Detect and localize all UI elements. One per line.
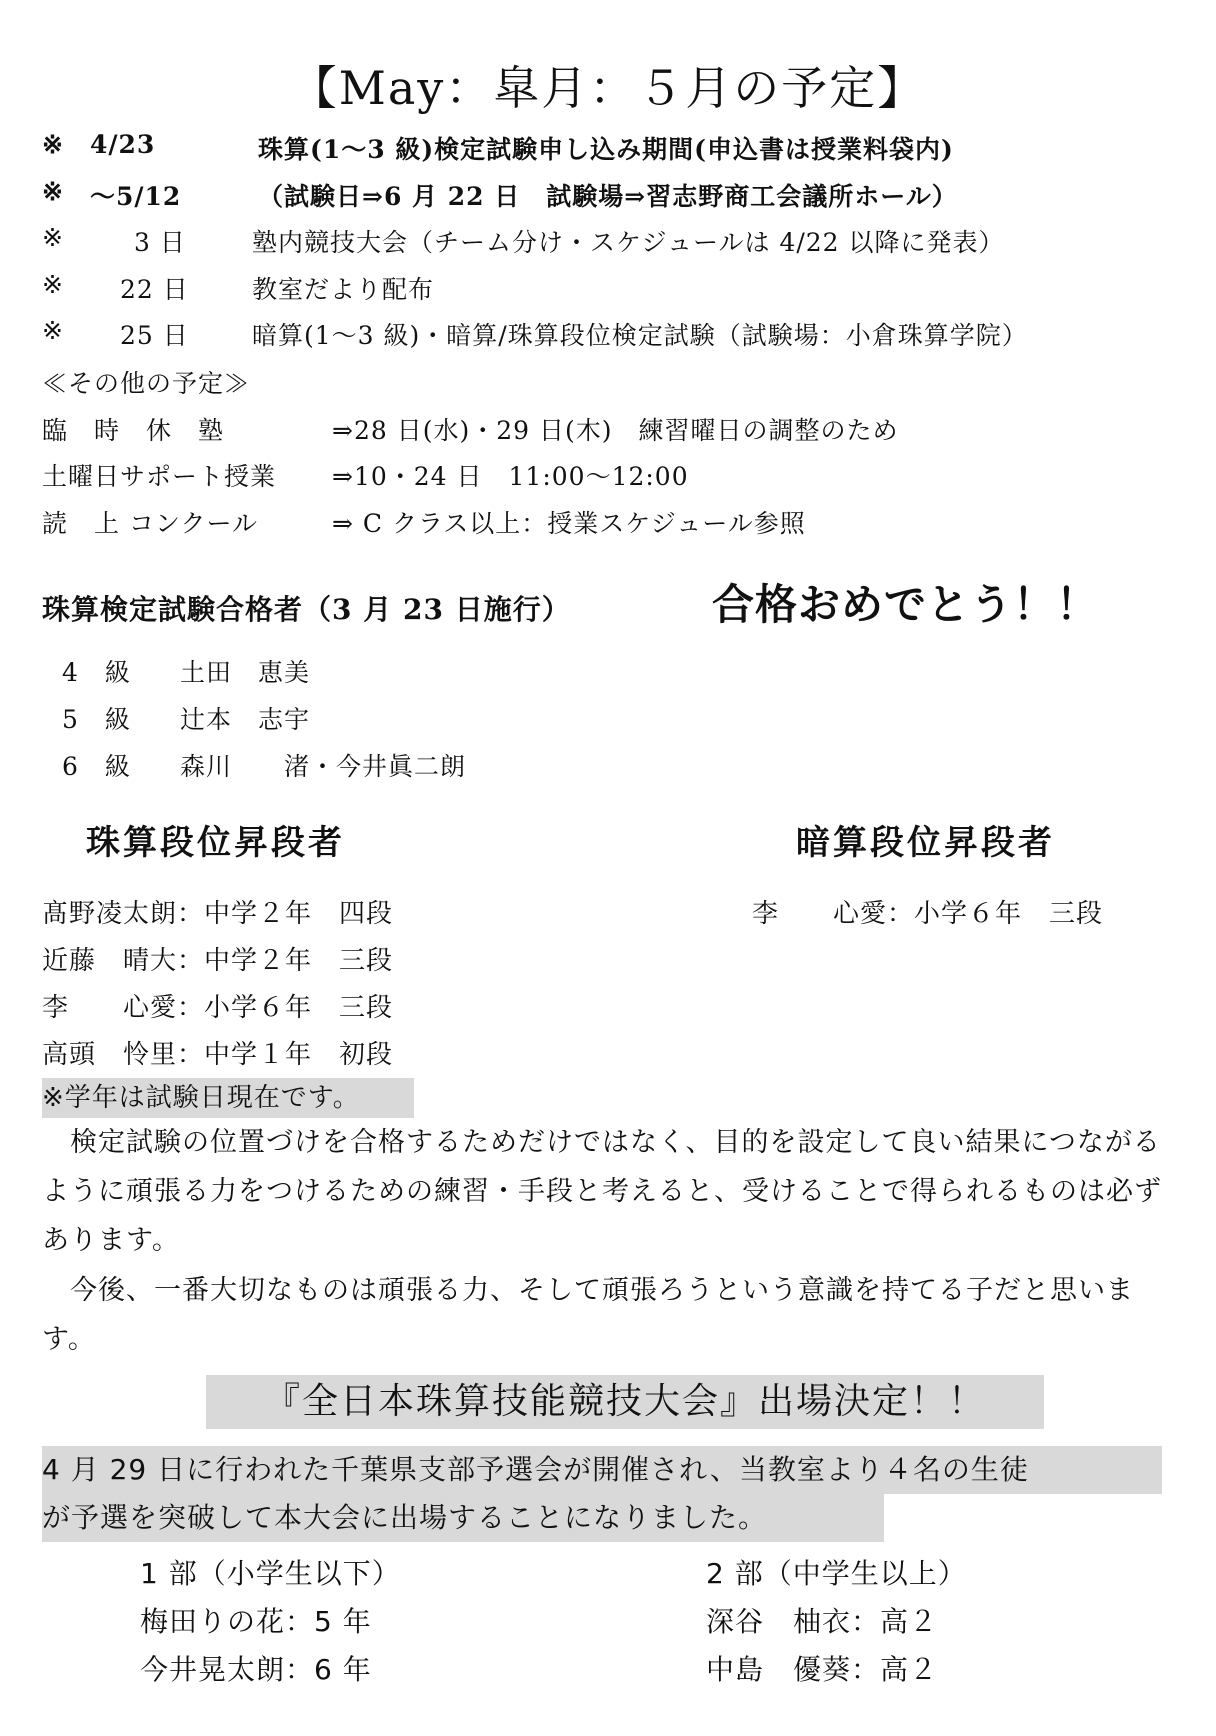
- exam-heading: 珠算検定試験合格者（3 月 23 日施行）: [42, 593, 571, 626]
- other-item-text: ⇒10・24 日 11:00～12:00: [332, 462, 689, 491]
- soroban-dan-heading: 珠算段位昇段者: [86, 823, 345, 863]
- schedule-date: ～5/12: [90, 182, 182, 211]
- other-item-text: ⇒28 日(水)・29 日(木) 練習曜日の調整のため: [332, 416, 899, 445]
- dan-member: 李 心愛：小学６年 三段: [752, 899, 1104, 929]
- congrats-banner: 合格おめでとう！！: [712, 580, 1100, 629]
- passer-name: 土田 恵美: [180, 658, 311, 687]
- division-member: 深谷 柚衣：高２: [706, 1605, 939, 1638]
- schedule-mark: ※: [42, 177, 64, 206]
- schedule-mark: ※: [42, 316, 64, 345]
- passer-grade: 6 級: [62, 752, 131, 781]
- division-member: 今井晃太朗：6 年: [140, 1653, 372, 1686]
- schedule-date: 3 日: [134, 228, 186, 257]
- passer-name: 辻本 志宇: [180, 705, 311, 734]
- schedule-date: 22 日: [120, 275, 189, 304]
- grade-note: ※学年は試験日現在です。: [42, 1078, 414, 1118]
- schedule-text: 教室だより配布: [252, 275, 435, 304]
- schedule-date: 4/23: [90, 130, 156, 159]
- passer-grade: 4 級: [62, 658, 131, 687]
- schedule-text: （試験日⇒6 月 22 日 試験場⇒習志野商工会議所ホール）: [258, 182, 958, 211]
- other-schedule-heading: ≪その他の予定≫: [42, 369, 251, 398]
- dan-member: 高頭 怜里：中学１年 初段: [42, 1040, 394, 1070]
- other-item-label: 臨 時 休 塾: [42, 416, 225, 445]
- passer-grade: 5 級: [62, 705, 131, 734]
- division-member: 梅田りの花：5 年: [140, 1605, 372, 1638]
- dan-member: 髙野凌太朗：中学２年 四段: [42, 899, 394, 929]
- tournament-text-line: 4 月 29 日に行われた千葉県支部予選会が開催され、当教室より４名の生徒: [42, 1446, 1162, 1494]
- other-item-text: ⇒ C クラス以上：授業スケジュール参照: [332, 509, 806, 538]
- dan-member: 近藤 晴大：中学２年 三段: [42, 946, 394, 976]
- division-label: 2 部（中学生以上）: [706, 1557, 967, 1590]
- page-title: 【May：皐月：５月の予定】: [290, 61, 926, 115]
- anzan-dan-heading: 暗算段位昇段者: [796, 823, 1055, 863]
- other-item-label: 読 上 コンクール: [42, 509, 258, 538]
- schedule-mark: ※: [42, 223, 64, 252]
- division-label: 1 部（小学生以下）: [140, 1557, 401, 1590]
- schedule-text: 珠算(1～3 級)検定試験申し込み期間(申込書は授業料袋内): [258, 135, 954, 164]
- tournament-text-line: が予選を突破して本大会に出場することになりました。: [42, 1494, 884, 1542]
- dan-member: 李 心愛：小学６年 三段: [42, 993, 394, 1023]
- division-member: 中島 優葵：高２: [706, 1653, 939, 1686]
- schedule-date: 25 日: [120, 321, 189, 350]
- schedule-mark: ※: [42, 130, 64, 159]
- schedule-text: 暗算(1～3 級)・暗算/珠算段位検定試験（試験場：小倉珠算学院）: [252, 321, 1028, 350]
- body-paragraph: 検定試験の位置づけを合格するためだけではなく、目的を設定して良い結果につながるように頑張る力をつけるための練習・手段と考えると、受けることで得られるものは必ずあります。: [42, 1127, 1162, 1256]
- passer-name: 森川 渚・今井眞二朗: [180, 752, 467, 781]
- other-item-label: 土曜日サポート授業: [42, 462, 277, 491]
- schedule-mark: ※: [42, 270, 64, 299]
- tournament-heading: 『全日本珠算技能競技大会』出場決定！！: [206, 1375, 1044, 1429]
- schedule-text: 塾内競技大会（チーム分け・スケジュールは 4/22 以降に発表）: [252, 228, 1005, 257]
- body-paragraph: 今後、一番大切なものは頑張る力、そして頑張ろうという意識を持てる子だと思います。: [42, 1275, 1134, 1355]
